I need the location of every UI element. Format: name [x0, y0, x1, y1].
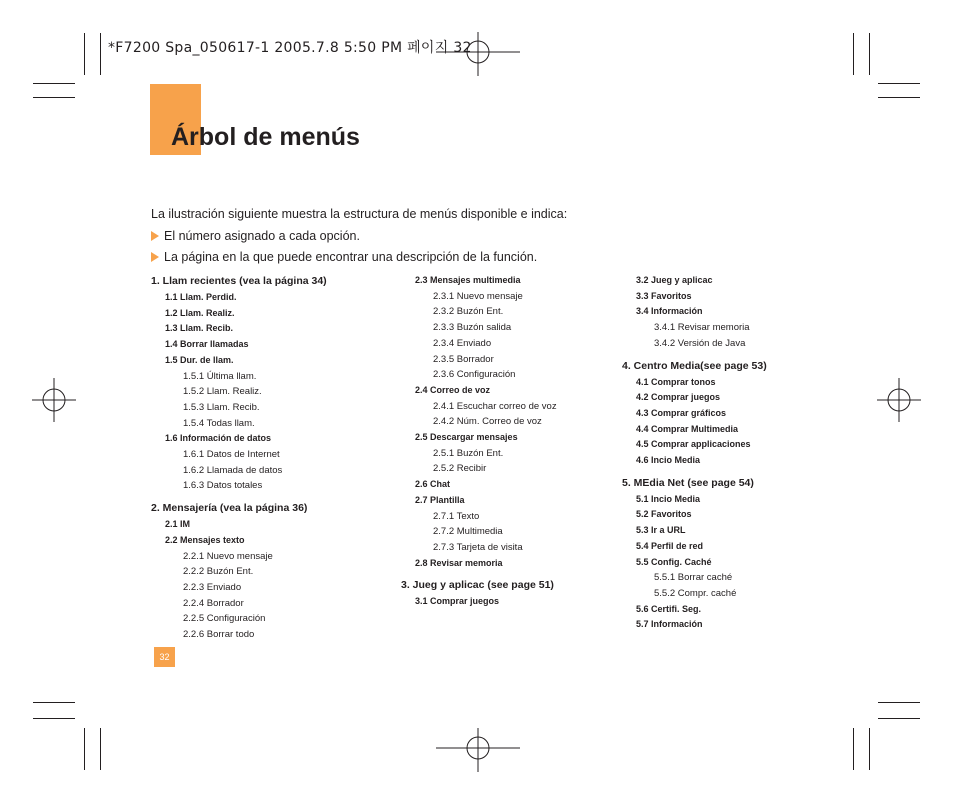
bullet-item [151, 250, 537, 264]
intro-text: La ilustración siguiente muestra la estructura de menús disponible e indica: [151, 207, 568, 221]
menu-section-heading: 3. Jueg y aplicac (see page 51) [401, 579, 554, 592]
menu-subitem: 2.2.1 Nuevo mensaje [183, 550, 273, 562]
menu-subitem: 2.7.2 Multimedia [433, 526, 503, 538]
menu-item: 4.6 Incio Media [636, 455, 701, 465]
menu-item: 2.8 Revisar memoria [415, 557, 503, 568]
menu-subitem: 2.7.1 Texto [433, 510, 480, 522]
menu-item: 4.2 Comprar juegos [636, 392, 721, 403]
menu-subitem: 2.4.2 Núm. Correo de voz [433, 416, 542, 428]
menu-item: 1.6 Información de datos [165, 433, 272, 444]
menu-item: 1.4 Borrar llamadas [165, 339, 249, 350]
menu-subitem: 2.2.2 Buzón Ent. [183, 566, 254, 578]
menu-subitem: 5.5.2 Compr. caché [654, 587, 737, 599]
menu-subitem: 1.6.3 Datos totales [183, 480, 263, 492]
menu-item: 5.4 Perfil de red [636, 540, 704, 551]
menu-section-heading: 2. Mensajería (vea la página 36) [151, 502, 308, 515]
menu-subitem: 3.4.1 Revisar memoria [654, 322, 750, 334]
menu-subitem: 2.7.3 Tarjeta de visita [433, 541, 523, 553]
menu-item: 1.5 Dur. de llam. [165, 354, 234, 365]
menu-item: 3.4 Información [636, 306, 703, 317]
menu-item: 1.1 Llam. Perdid. [165, 292, 237, 302]
print-slug: *F7200 Spa_050617-1 2005.7.8 5:50 PM 페이지 32 [108, 40, 472, 56]
menu-item: 5.6 Certifi. Seg. [636, 603, 702, 614]
menu-subitem: 1.5.1 Última llam. [183, 370, 257, 382]
menu-subitem: 2.3.1 Nuevo mensaje [433, 290, 523, 302]
page-number: 32 [154, 647, 175, 667]
menu-subitem: 3.4.2 Versión de Java [654, 337, 746, 349]
menu-section-heading: 5. MEdia Net (see page 54) [622, 476, 754, 489]
menu-subitem: 2.3.5 Borrador [433, 353, 494, 365]
menu-subitem: 2.3.4 Enviado [433, 337, 492, 349]
menu-item: 5.1 Incio Media [636, 493, 701, 504]
menu-subitem: 2.2.5 Configuración [183, 613, 266, 625]
registration-mark-bottom [436, 728, 520, 772]
menu-item: 3.1 Comprar juegos [415, 596, 500, 607]
menu-item: 4.3 Comprar gráficos [636, 407, 727, 418]
menu-item: 4.5 Comprar applicaciones [636, 439, 751, 450]
menu-item: 2.7 Plantilla [415, 494, 465, 505]
menu-item: 1.3 Llam. Recib. [165, 323, 234, 334]
menu-item: 5.5 Config. Caché [636, 556, 712, 567]
menu-subitem: 2.2.6 Borrar todo [183, 629, 255, 640]
menu-item: 2.1 IM [165, 519, 191, 530]
menu-section-heading: 1. Llam recientes (vea la página 34) [151, 275, 327, 287]
menu-item: 1.2 Llam. Realiz. [165, 307, 235, 318]
menu-item: 3.2 Jueg y aplicac [636, 275, 713, 285]
menu-subitem: 2.3.3 Buzón salida [433, 322, 512, 334]
menu-item: 2.4 Correo de voz [415, 384, 491, 395]
bullet-item [151, 229, 360, 243]
menu-item: 2.2 Mensajes texto [165, 534, 245, 545]
menu-subitem: 1.5.2 Llam. Realiz. [183, 386, 262, 398]
menu-item: 2.6 Chat [415, 479, 451, 490]
bullet-text: La página en la que puede encontrar una descripción de la función. [164, 250, 538, 264]
triangle-bullet-icon [151, 252, 159, 262]
menu-item: 3.3 Favoritos [636, 290, 692, 301]
menu-subitem: 1.5.4 Todas llam. [183, 417, 255, 429]
registration-mark-left [32, 378, 76, 422]
menu-item: 4.1 Comprar tonos [636, 376, 716, 387]
menu-item: 4.4 Comprar Multimedia [636, 423, 739, 434]
menu-subitem: 2.5.1 Buzón Ent. [433, 447, 504, 459]
triangle-bullet-icon [151, 231, 159, 241]
menu-subitem: 2.2.3 Enviado [183, 581, 242, 593]
menu-item: 2.3 Mensajes multimedia [415, 275, 521, 285]
menu-item: 5.2 Favoritos [636, 509, 692, 520]
menu-subitem: 2.5.2 Recibir [433, 463, 487, 475]
menu-item: 5.7 Información [636, 619, 703, 630]
menu-item: 2.5 Descargar mensajes [415, 432, 518, 442]
menu-subitem: 1.6.2 Llamada de datos [183, 464, 283, 476]
menu-subitem: 5.5.1 Borrar caché [654, 572, 733, 584]
menu-subitem: 2.3.6 Configuración [433, 369, 516, 381]
page-title: Árbol de menús [171, 123, 360, 151]
menu-subitem: 1.6.1 Datos de Internet [183, 449, 280, 460]
menu-subitem: 2.2.4 Borrador [183, 597, 244, 609]
menu-subitem: 2.3.2 Buzón Ent. [433, 306, 504, 318]
menu-section-heading: 4. Centro Media(see page 53) [622, 359, 767, 372]
menu-subitem: 2.4.1 Escuchar correo de voz [433, 400, 557, 412]
menu-subitem: 1.5.3 Llam. Recib. [183, 401, 260, 413]
menu-item: 5.3 Ir a URL [636, 525, 686, 536]
bullet-text: El número asignado a cada opción. [164, 229, 360, 243]
registration-mark-right [877, 378, 921, 422]
